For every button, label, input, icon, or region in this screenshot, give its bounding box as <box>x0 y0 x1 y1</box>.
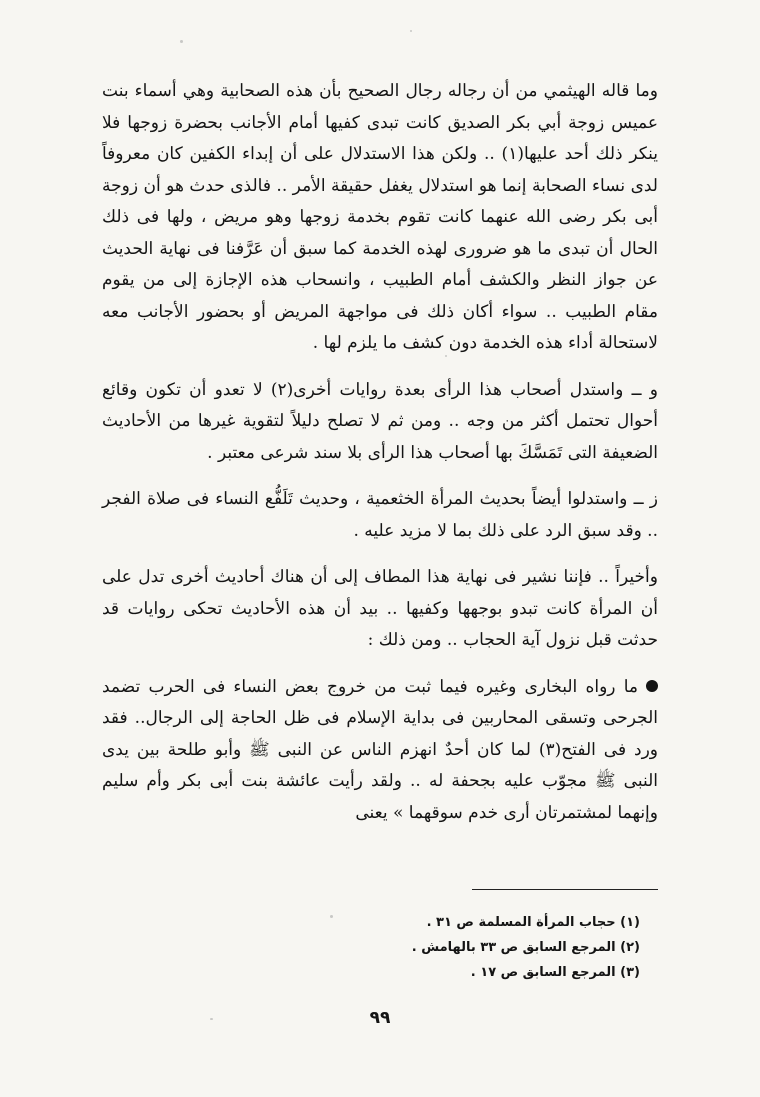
bullet-icon <box>646 680 658 692</box>
scan-speck <box>330 915 333 918</box>
bullet-paragraph-text: ما رواه البخارى وغيره فيما ثبت من خروج بعض النساء فى الحرب تضمد الجرحى وتسقى المحاربين فى بداية الإسلام فى ظل الحاجة إلى الرجال.. فقد ورد فى الفتح(٣) لما كان أحدٌ انهزم الناس عن النبى ﷺ وأبو طلحة بين يدى النبى ﷺ مجوّب عليه بجحفة له .. ولقد رأيت عائشة بنت أبى بكر وأم سليم وإنهما لمشتمرتان أرى خدم سوقهما » يعنى <box>102 676 658 823</box>
footnote-2: (٢) المرجع السابق ص ٣٣ بالهامش . <box>411 940 640 955</box>
scan-speck <box>180 40 183 43</box>
footnote-divider <box>472 889 658 890</box>
page-number: ٩٩ <box>369 1008 391 1028</box>
paragraph-asmaa: وما قاله الهيثمي من أن رجاله رجال الصحيح بأن هذه الصحابية وهي أسماء بنت عميس زوجة أبي بكر الصديق كانت تبدى كفيها أمام الأجانب بحضرة زوجها فلا ينكر ذلك أحد عليها(١) .. ولكن هذا الاستدلال على أن إبداء الكفين كان معروفاً لدى نساء الصحابة إنما هو استدلال يغفل حقيقة الأمر .. فالذى حدث هو أن زوجة أبى بكر رضى الله عنهما كانت تقوم بخدمة زوجها وهو مريض ، ولها فى ذلك الحال أن تبدى ما هو ضرورى لهذه الخدمة كما سبق أن عَرَّفنا فى نهاية الحديث عن جواز النظر والكشف أمام الطبيب ، وانسحاب هذه الإجازة إلى من يقوم مقام الطبيب .. سواء أكان ذلك فى مواجهة المريض أو بحضور الأجانب معه لاستحالة أداء هذه الخدمة دون كشف ما يلزم لها . <box>102 81 658 353</box>
footnote-3: (٣) المرجع السابق ص ١٧ . <box>470 965 640 980</box>
paragraph-waw: و ــ واستدل أصحاب هذا الرأى بعدة روايات أخرى(٢) لا تعدو أن تكون وقائع أحوال تحتمل أكثر من وجه .. ومن ثم لا تصلح دليلاً لتقوية غيرها من الأحاديث الضعيفة التى تَمَسَّكَ بها أصحاب هذا الرأى بلا سند شرعى معتبر . <box>102 379 658 463</box>
scan-speck <box>445 355 447 357</box>
main-text <box>102 76 658 844</box>
footnotes <box>320 910 640 985</box>
paragraph-bukhari <box>102 672 658 830</box>
paragraph-zay: ز ــ واستدلوا أيضاً بحديث المرأة الخثعمية ، وحديث تَلَفُّع النساء فى صلاة الفجر .. وقد سبق الرد على ذلك بما لا مزيد عليه . <box>102 489 658 541</box>
paragraph-finally: وأخيراً .. فإننا نشير فى نهاية هذا المطاف إلى أن هناك أحاديث أخرى تدل على أن المرأة كانت تبدو بوجهها وكفيها .. بيد أن هذه الأحاديث تحكى روايات قد حدثت قبل نزول آية الحجاب .. ومن ذلك : <box>102 567 658 650</box>
scan-speck <box>210 1018 213 1020</box>
footnote-1: (١) حجاب المرأة المسلمة ص ٣١ . <box>426 915 640 930</box>
scan-speck <box>410 30 412 32</box>
